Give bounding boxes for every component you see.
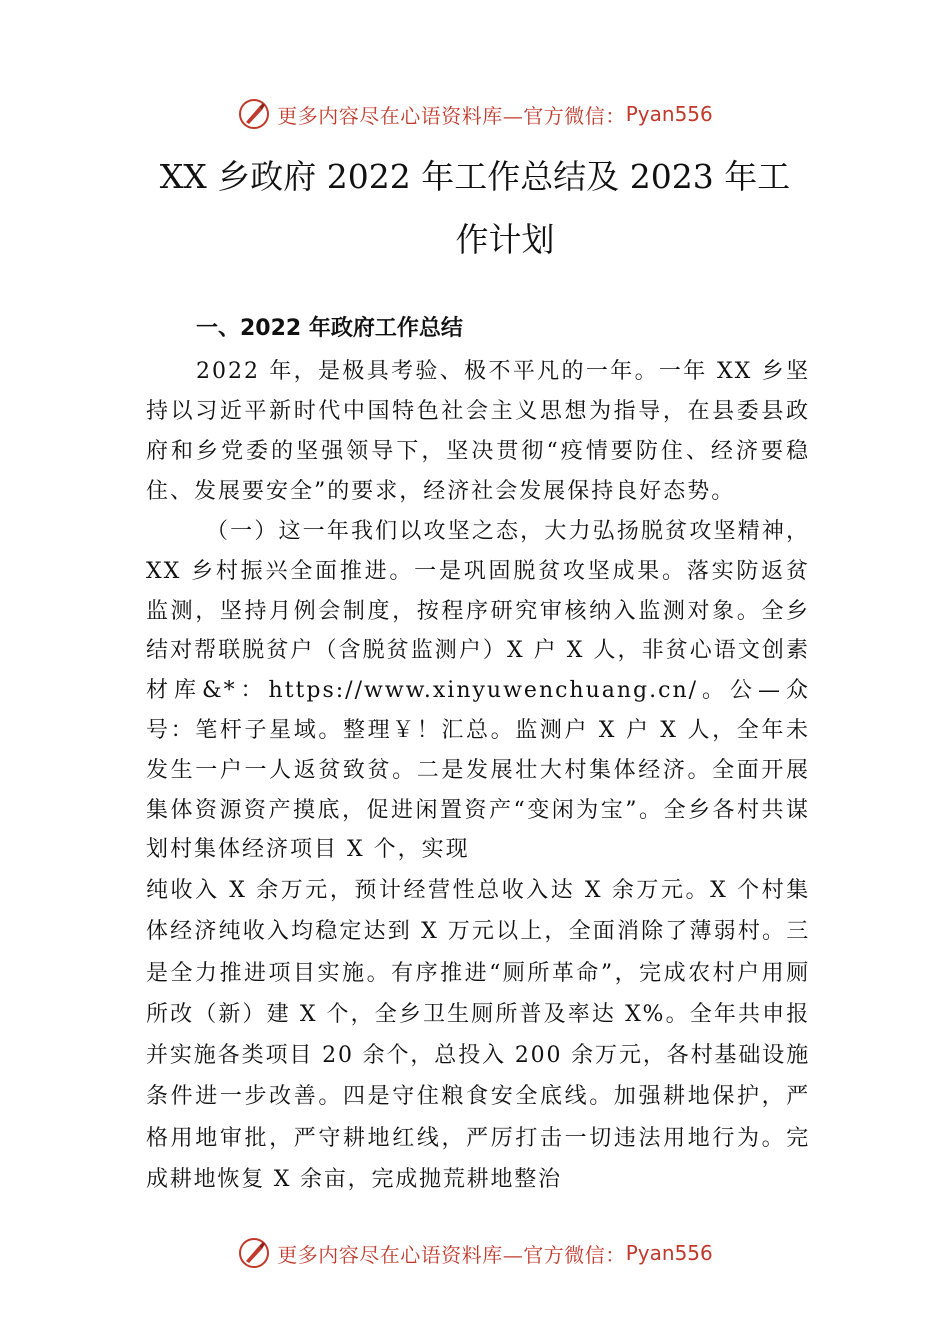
paragraph-intro: 2022 年，是极具考验、极不平凡的一年。一年 XX 乡坚持以习近平新时代中国特色社会主义思想为指导，在县委县政府和乡党委的坚强领导下，坚决贯彻“疫情要防住、经济要稳住、发展要安全”的要求，经济社会发展保持良好态势。 — [146, 359, 810, 504]
paragraph-poverty-alleviation: （一）这一年我们以攻坚之态，大力弘扬脱贫攻坚精神，XX 乡村振兴全面推进。一是巩固脱贫攻坚成果。落实防返贫监测，坚持月例会制度，按程序研究审核纳入监测对象。全乡结对帮联脱贫户（含脱贫监测户）X 户 X 人，非贫心语文创素材库&*：https://www.xinyuwenchuang.cn/。公—众号：笔杆子星域。整理￥！汇总。监测户 X 户 X 人，全年未发生一户一人返贫致贫。二是发展壮大村集体经济。全面开展集体资源资产摸底，促进闲置资产“变闲为宝”。全乡各村共谋划村集体经济项目 X 个，实现 — [146, 519, 810, 863]
watermark-text: 更多内容尽在心语资料库—官方微信： — [277, 103, 626, 128]
watermark-wechat-id: Pyan556 — [625, 1241, 713, 1265]
document-title-line1: XX 乡政府 2022 年工作总结及 2023 年工 — [159, 157, 791, 196]
paragraph-collective-economy: 纯收入 X 余万元，预计经营性总收入达 X 余万元。X 个村集体经济纯收入均稳定达到 X 万元以上，全面消除了薄弱村。三是全力推进项目实施。有序推进“厕所革命”，完成农村户用厕所改（新）建 X 个，全乡卫生厕所普及率达 X%。全年共申报并实施各类项目 20 余个，总投入 200 余万元，各村基础设施条件进一步改善。四是守住粮食安全底线。加强耕地保护，严格用地审批，严守耕地红线，严厉打击一切违法用地行为。完成耕地恢复 X 余亩，完成抛荒耕地整治 — [146, 878, 810, 1193]
section-heading: 一、2022 年政府工作总结 — [196, 316, 463, 341]
watermark-banner-bottom — [0, 1233, 950, 1273]
pen-logo-icon — [237, 97, 271, 131]
watermark-text: 更多内容尽在心语资料库—官方微信： — [277, 1242, 626, 1267]
watermark-wechat-id: Pyan556 — [625, 102, 713, 126]
document-title-line2: 作计划 — [455, 220, 555, 259]
watermark-banner-top — [0, 94, 950, 134]
pen-logo-icon — [237, 1236, 271, 1270]
